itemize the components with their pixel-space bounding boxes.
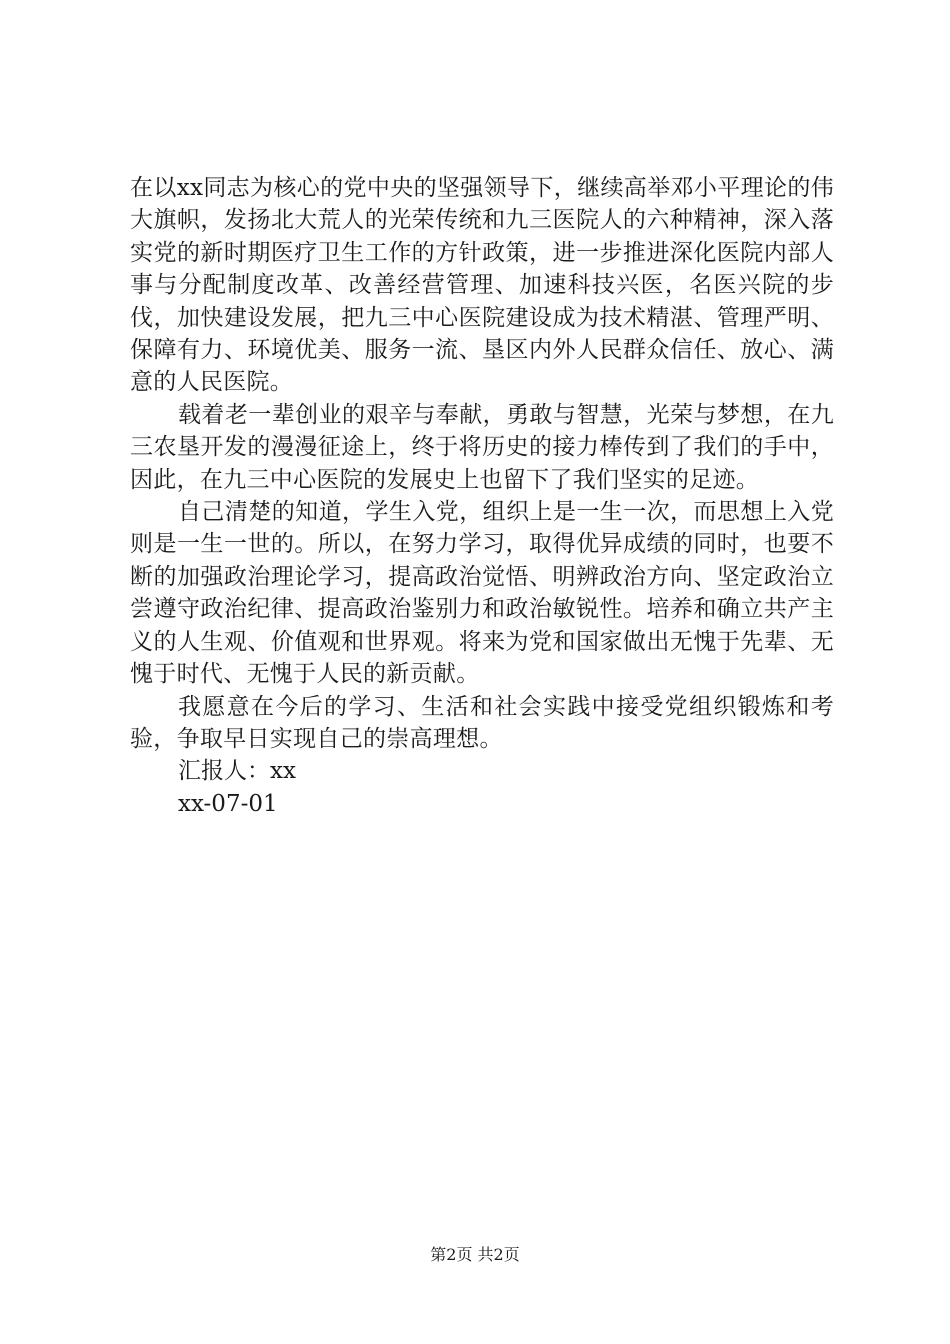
signature-reporter: 汇报人：xx <box>178 758 296 785</box>
paragraph-4: 我愿意在今后的学习、生活和社会实践中接受党组织锻炼和考验，争取早日实现自己的崇高理想。 <box>130 693 834 752</box>
document-body <box>130 172 834 820</box>
paragraph-1: 在以xx同志为核心的党中央的坚强领导下，继续高举邓小平理论的伟大旗帜，发扬北大荒人的光荣传统和九三医院人的六种精神，深入落实党的新时期医疗卫生工作的方针政策，进一步推进深化医院内部人事与分配制度改革、改善经营管理、加速科技兴医，名医兴院的步伐，加快建设发展，把九三中心医院建设成为技术精湛、管理严明、保障有力、环境优美、服务一流、垦区内外人民群众信任、放心、满意的人民医院。 <box>130 175 834 396</box>
page-number-footer: 第2页 共2页 <box>430 1245 520 1264</box>
paragraph-2: 载着老一辈创业的艰辛与奉献，勇敢与智慧，光荣与梦想，在九三农垦开发的漫漫征途上，终于将历史的接力棒传到了我们的手中，因此，在九三中心医院的发展史上也留下了我们坚实的足迹。 <box>130 401 834 493</box>
paragraph-3: 自己清楚的知道，学生入党，组织上是一生一次，而思想上入党则是一生一世的。所以，在努力学习，取得优异成绩的同时，也要不断的加强政治理论学习，提高政治觉悟、明辨政治方向、坚定政治立尝遵守政治纪律、提高政治鉴别力和政治敏锐性。培养和确立共产主义的人生观、价值观和世界观。将来为党和国家做出无愧于先辈、无愧于时代、无愧于人民的新贡献。 <box>130 499 834 688</box>
signature-date: xx-07-01 <box>178 790 278 817</box>
